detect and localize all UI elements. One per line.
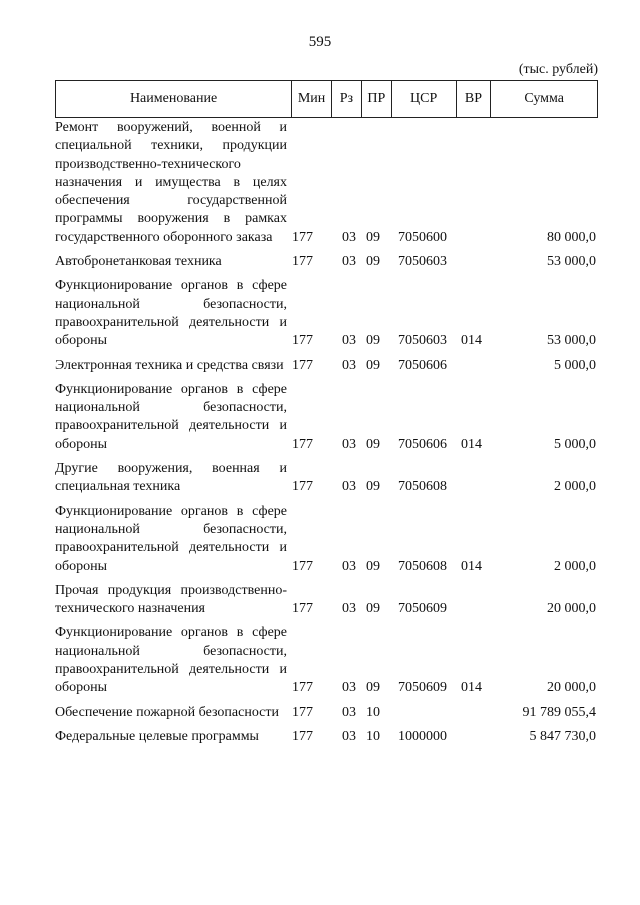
row-min: 177 xyxy=(292,333,313,349)
row-rz: 03 xyxy=(342,333,356,349)
table-row xyxy=(55,728,598,746)
row-min: 177 xyxy=(292,436,313,452)
row-sum: 53 000,0 xyxy=(547,333,596,349)
row-sum: 2 000,0 xyxy=(554,558,596,574)
row-pr: 09 xyxy=(366,357,380,373)
row-name: Электронная техника и средства связи xyxy=(55,357,284,373)
row-csr: 7050609 xyxy=(398,601,447,617)
row-csr: 7050606 xyxy=(398,436,447,452)
table-header xyxy=(55,80,598,118)
row-csr: 1000000 xyxy=(398,728,447,744)
row-rz: 03 xyxy=(342,436,356,452)
row-min: 177 xyxy=(292,357,313,373)
table-row xyxy=(55,503,598,576)
row-csr: 7050608 xyxy=(398,479,447,495)
table-row xyxy=(55,460,598,497)
row-name: Функционирование органов в сфере национальной безопасности, правоохранительной деятельности и обороны xyxy=(55,503,287,574)
row-rz: 03 xyxy=(342,558,356,574)
row-rz: 03 xyxy=(342,680,356,696)
row-pr: 09 xyxy=(366,479,380,495)
row-csr: 7050603 xyxy=(398,333,447,349)
header-name: Наименование xyxy=(56,81,292,117)
row-name: Другие вооружения, военная и специальная техника xyxy=(55,461,287,495)
header-csr: ЦСР xyxy=(392,81,457,117)
row-csr: 7050600 xyxy=(398,229,447,245)
header-rz: Рз xyxy=(332,81,362,117)
table-row xyxy=(55,624,598,697)
row-rz: 03 xyxy=(342,728,356,744)
row-vr: 014 xyxy=(461,680,482,696)
header-min: Мин xyxy=(292,81,332,117)
row-min: 177 xyxy=(292,680,313,696)
row-vr: 014 xyxy=(461,558,482,574)
row-sum: 20 000,0 xyxy=(547,680,596,696)
row-min: 177 xyxy=(292,558,313,574)
page-number: 595 xyxy=(308,34,332,50)
header-pr: ПР xyxy=(362,81,392,117)
row-rz: 03 xyxy=(342,229,356,245)
table-body xyxy=(55,118,598,746)
row-pr: 09 xyxy=(366,558,380,574)
row-name: Функционирование органов в сфере национальной безопасности, правоохранительной деятельности и обороны xyxy=(55,625,287,696)
row-sum: 5 000,0 xyxy=(554,357,596,373)
row-name: Обеспечение пожарной безопасности xyxy=(55,704,280,720)
row-pr: 09 xyxy=(366,333,380,349)
row-min: 177 xyxy=(292,479,313,495)
row-sum: 80 000,0 xyxy=(547,229,596,245)
row-min: 177 xyxy=(292,704,313,720)
units-label: (тыс. рублей) xyxy=(518,62,598,77)
row-pr: 10 xyxy=(366,704,380,720)
row-csr: 7050609 xyxy=(398,680,447,696)
row-name: Функционирование органов в сфере национальной безопасности, правоохранительной деятельности и обороны xyxy=(55,278,287,349)
row-vr: 014 xyxy=(461,436,482,452)
row-name: Автобронетанковая техника xyxy=(55,254,222,270)
table-row xyxy=(55,381,598,454)
table-row xyxy=(55,582,598,619)
header-vr: ВР xyxy=(457,81,492,117)
row-sum: 5 000,0 xyxy=(554,436,596,452)
row-pr: 10 xyxy=(366,728,380,744)
table-row xyxy=(55,704,598,722)
header-sum: Сумма xyxy=(524,91,565,106)
row-pr: 09 xyxy=(366,436,380,452)
row-rz: 03 xyxy=(342,254,356,270)
row-pr: 09 xyxy=(366,229,380,245)
row-rz: 03 xyxy=(342,601,356,617)
row-pr: 09 xyxy=(366,254,380,270)
row-csr: 7050608 xyxy=(398,558,447,574)
row-sum: 5 847 730,0 xyxy=(529,728,596,744)
row-rz: 03 xyxy=(342,704,356,720)
row-name: Ремонт вооружений, военной и специальной техники, продукции производственно-технического назначения и имущества в целях обеспечения государственной программы вооружения в рамках государственного оборонного заказа xyxy=(55,120,287,245)
row-name: Функционирование органов в сфере национальной безопасности, правоохранительной деятельности и обороны xyxy=(55,381,287,452)
row-min: 177 xyxy=(292,601,313,617)
table-row xyxy=(55,119,598,247)
row-csr: 7050603 xyxy=(398,254,447,270)
row-rz: 03 xyxy=(342,479,356,495)
row-pr: 09 xyxy=(366,680,380,696)
row-sum: 2 000,0 xyxy=(554,479,596,495)
table-row xyxy=(55,357,598,375)
row-min: 177 xyxy=(292,229,313,245)
row-min: 177 xyxy=(292,728,313,744)
row-min: 177 xyxy=(292,254,313,270)
row-csr: 7050606 xyxy=(398,357,447,373)
row-sum: 53 000,0 xyxy=(547,254,596,270)
table-row xyxy=(55,277,598,350)
row-name: Прочая продукция производственно-технического назначения xyxy=(55,582,287,617)
row-sum: 20 000,0 xyxy=(547,601,596,617)
row-name: Федеральные целевые программы xyxy=(55,728,259,744)
table-row xyxy=(55,253,598,271)
row-sum: 91 789 055,4 xyxy=(522,704,596,720)
row-vr: 014 xyxy=(461,333,482,349)
row-rz: 03 xyxy=(342,357,356,373)
row-pr: 09 xyxy=(366,601,380,617)
